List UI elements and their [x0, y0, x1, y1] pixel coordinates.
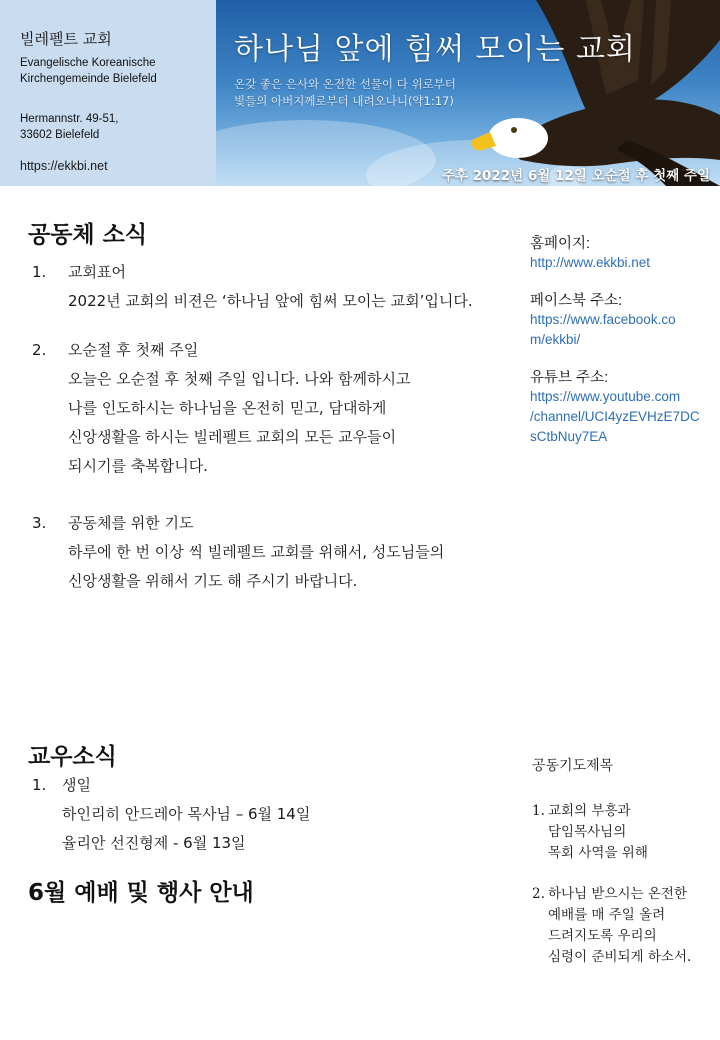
- homepage-label: 홈페이지:: [530, 236, 591, 252]
- list-item: [32, 336, 473, 481]
- community-news-title: 공동체 소식: [28, 222, 148, 248]
- item-number: 1.: [32, 776, 47, 794]
- org-name-line-1: Evangelische Koreanische: [20, 57, 156, 69]
- item-line: 하인리히 안드레아 목사님 – 6월 14일: [62, 805, 311, 823]
- item-heading: 교회표어: [68, 263, 126, 281]
- banner: [216, 0, 720, 186]
- facebook-link-line-2[interactable]: m/ekkbi/: [530, 332, 581, 347]
- item-number: 2.: [32, 341, 47, 359]
- facebook-label: 페이스북 주소:: [530, 293, 623, 309]
- church-name: 빌레펠트 교회: [20, 30, 112, 48]
- item-heading: 생일: [62, 776, 91, 794]
- prayer-item: [532, 884, 717, 968]
- youtube-link-line-3[interactable]: sCtbNuy7EA: [530, 429, 608, 444]
- item-number: 3.: [32, 514, 47, 532]
- item-number: 1.: [532, 803, 545, 819]
- prayer-line: 드려지도록 우리의: [548, 928, 657, 944]
- prayer-line: 목회 사역을 위해: [548, 845, 648, 861]
- verse-line-2: 빛들의 아버지께로부터 내려오나니(약1:17): [234, 94, 454, 108]
- banner-title: 하나님 앞에 힘써 모이는 교회: [234, 32, 636, 67]
- homepage-block: [530, 232, 650, 273]
- item-heading: 오순절 후 첫째 주일: [68, 341, 199, 359]
- item-line: 2022년 교회의 비젼은 ‘하나님 앞에 힘써 모이는 교회’입니다.: [68, 292, 473, 310]
- homepage-link[interactable]: http://www.ekkbi.net: [530, 255, 651, 270]
- org-name-line-2: Kirchengemeinde Bielefeld: [20, 73, 157, 85]
- prayer-line: 교회의 부흥과: [548, 803, 631, 819]
- verse-line-1: 온갖 좋은 은사와 온전한 선물이 다 위로부터: [234, 77, 456, 91]
- youtube-label: 유튜브 주소:: [530, 370, 609, 386]
- member-news-list: [32, 771, 310, 858]
- item-line: 오늘은 오순절 후 첫째 주일 입니다. 나와 함께하시고: [68, 370, 411, 388]
- item-number: 1.: [32, 263, 47, 281]
- community-news-list: [32, 258, 473, 596]
- address-line-2: 33602 Bielefeld: [20, 129, 100, 141]
- list-item: [32, 258, 473, 316]
- item-line: 나를 인도하시는 하나님을 온전히 믿고, 담대하게: [68, 399, 387, 417]
- item-line: 신앙생활을 위해서 기도 해 주시기 바랍니다.: [68, 572, 358, 590]
- youtube-link-line-2[interactable]: /channel/UCI4yzEVHzE7DC: [530, 409, 700, 424]
- bible-verse: [234, 76, 534, 110]
- prayer-topics-title: 공동기도제목: [532, 758, 614, 774]
- facebook-link-line-1[interactable]: https://www.facebook.co: [530, 312, 676, 327]
- facebook-block: [530, 289, 676, 350]
- item-line: 되시기를 축복합니다.: [68, 457, 208, 475]
- prayer-line: 심령이 준비되게 하소서.: [548, 949, 692, 965]
- prayer-item: [532, 801, 717, 864]
- prayer-line: 예배를 매 주일 올려: [548, 907, 666, 923]
- item-line: 신앙생활을 하시는 빌레펠트 교회의 모든 교우들이: [68, 428, 397, 446]
- item-line: 율리안 선진형제 - 6월 13일: [62, 834, 246, 852]
- member-news-title: 교우소식: [28, 744, 117, 770]
- address-line-1: Hermannstr. 49-51,: [20, 113, 119, 125]
- list-item: [32, 771, 310, 858]
- service-date: 주후 2022년 6월 12일 오순절 후 첫째 주일: [441, 168, 710, 184]
- list-item: [32, 509, 473, 596]
- church-info-panel: [0, 0, 216, 186]
- item-number: 2.: [532, 886, 545, 902]
- prayer-line: 담임목사님의: [548, 824, 627, 840]
- church-website[interactable]: https://ekkbi.net: [20, 159, 108, 173]
- prayer-line: 하나님 받으시는 온전한: [548, 886, 687, 902]
- youtube-link-line-1[interactable]: https://www.youtube.com: [530, 389, 681, 404]
- events-title: 6월 예배 및 행사 안내: [28, 880, 254, 906]
- youtube-block: [530, 366, 700, 447]
- item-heading: 공동체를 위한 기도: [68, 514, 194, 532]
- prayer-topics: [532, 755, 717, 988]
- item-line: 하루에 한 번 이상 씩 빌레펠트 교회를 위해서, 성도님들의: [68, 543, 445, 561]
